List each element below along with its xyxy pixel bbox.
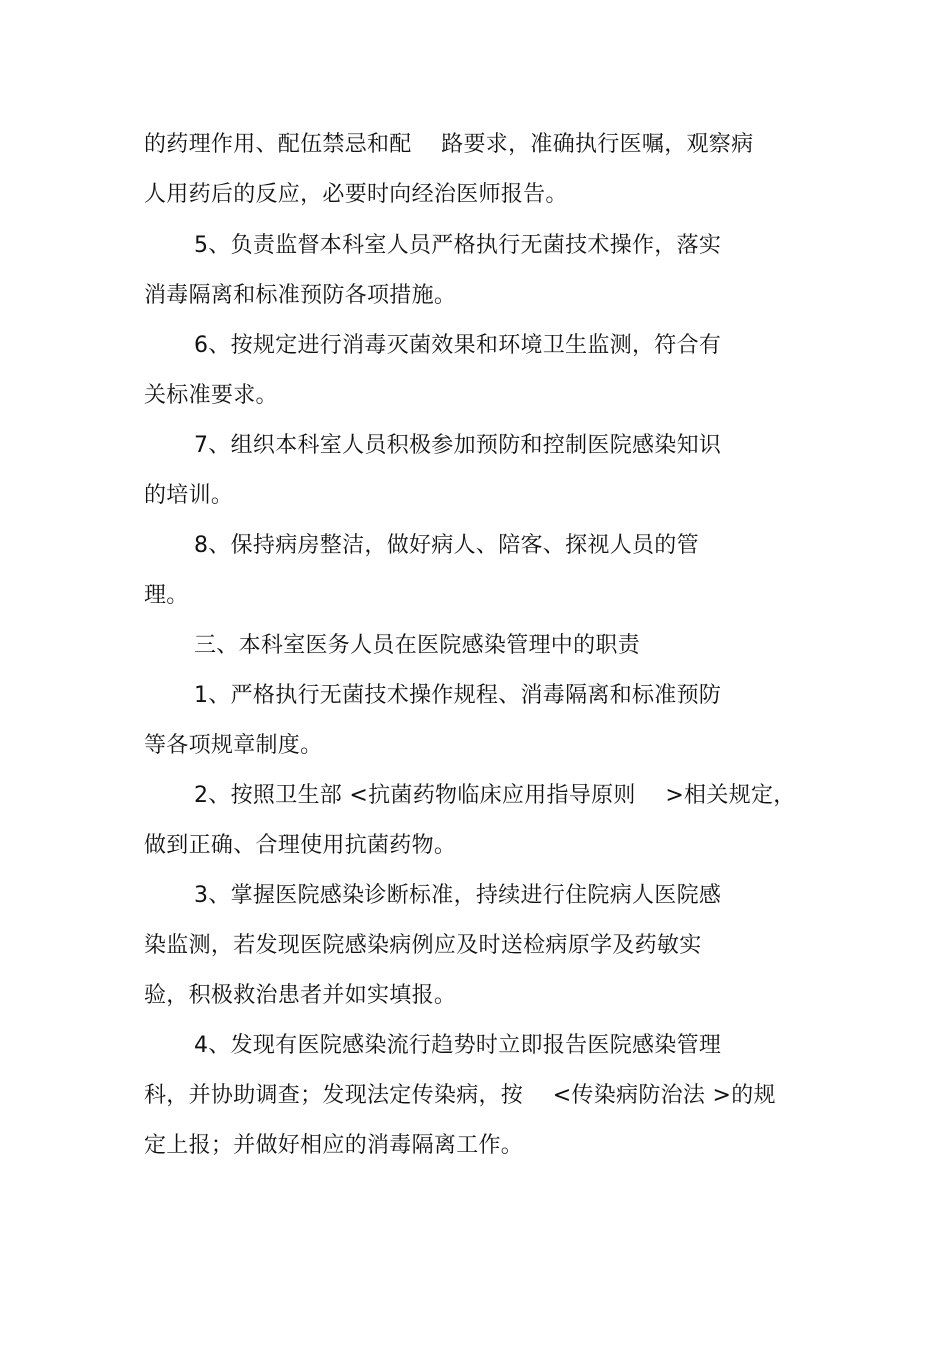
text-line: 定上报；并做好相应的消毒隔离工作。 bbox=[144, 1133, 524, 1158]
text-line: 染监测，若发现医院感染病例应及时送检病原学及药敏实 bbox=[144, 933, 702, 958]
text-line: 做到正确、合理使用抗菌药物。 bbox=[144, 833, 457, 858]
text-line: 1、严格执行无菌技术操作规程、消毒隔离和标准预防 bbox=[194, 683, 722, 708]
text-line: 3、掌握医院感染诊断标准，持续进行住院病人医院感 bbox=[194, 883, 722, 908]
text-line: 等各项规章制度。 bbox=[144, 733, 323, 758]
text-line: 消毒隔离和标准预防各项措施。 bbox=[144, 283, 457, 308]
text-line: 验，积极救治患者并如实填报。 bbox=[144, 983, 457, 1008]
text-line: 科，并协助调查；发现法定传染病，按 <传染病防治法 >的规 bbox=[144, 1083, 776, 1108]
text-line: 人用药后的反应，必要时向经治医师报告。 bbox=[144, 182, 568, 207]
text-line: 5、负责监督本科室人员严格执行无菌技术操作，落实 bbox=[194, 233, 722, 258]
text-line: 7、组织本科室人员积极参加预防和控制医院感染知识 bbox=[194, 433, 722, 458]
text-line: 关标准要求。 bbox=[144, 383, 278, 408]
text-line: 的药理作用、配伍禁忌和配 路要求，准确执行医嘱，观察病 bbox=[144, 132, 754, 157]
text-line: 8、保持病房整洁，做好病人、陪客、探视人员的管 bbox=[194, 533, 699, 558]
text-line: 理。 bbox=[144, 583, 189, 608]
text-line: 4、发现有医院感染流行趋势时立即报告医院感染管理 bbox=[194, 1033, 722, 1058]
section-heading: 三、本科室医务人员在医院感染管理中的职责 bbox=[194, 633, 641, 658]
text-line: 2、按照卫生部 <抗菌药物临床应用指导原则 >相关规定， bbox=[194, 783, 796, 808]
text-line: 6、按规定进行消毒灭菌效果和环境卫生监测，符合有 bbox=[194, 333, 722, 358]
text-line: 的培训。 bbox=[144, 483, 234, 508]
